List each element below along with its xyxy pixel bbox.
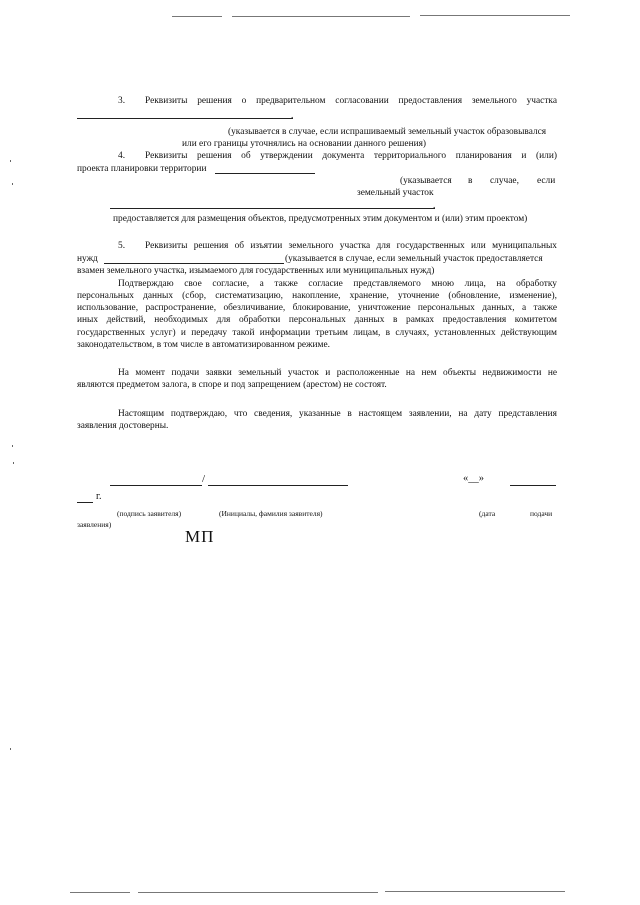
item5-line2-hint: (указывается в случае, если земельный участок предоставляется xyxy=(285,254,543,264)
item4-hint-word3: случае, xyxy=(490,176,519,186)
item3-fill-line xyxy=(77,118,293,119)
item4-hint3: предоставляется для размещения объектов, предусмотренных этим документом и (или) этим проектом) xyxy=(113,214,528,224)
item3-hint1: (указывается в случае, если испрашиваемый земельный участок образовывался xyxy=(228,127,547,137)
caption-date-1: (дата xyxy=(479,509,496,518)
item4-line2: проекта планировки территории xyxy=(77,164,207,174)
item5-title: Реквизиты решения об изъятии земельного участка для государственных или муниципальных xyxy=(145,241,557,251)
confirm-line-1: Настоящим подтверждаю, что сведения, указанные в настоящем заявлении, на дату представления xyxy=(118,409,557,419)
scan-artifact-line xyxy=(172,16,222,17)
scan-artifact-dot xyxy=(13,462,14,464)
item5-number: 5. xyxy=(118,241,126,251)
scan-artifact-line xyxy=(138,892,378,893)
pledge-line-1: На момент подачи заявки земельный участок и расположенные на нем объекты недвижимости не xyxy=(118,368,557,378)
scan-artifact-dot xyxy=(12,445,13,447)
item3-line-end: . xyxy=(291,111,294,121)
scan-artifact-line xyxy=(232,16,410,17)
scan-artifact-line xyxy=(70,892,130,893)
item4-hint-word2: в xyxy=(468,176,473,186)
item5-fill-line xyxy=(104,263,284,264)
item4-line-end: . xyxy=(433,201,436,211)
item4-hint-word4: если xyxy=(537,176,556,186)
item4-hint2: земельный участок xyxy=(357,188,434,198)
scan-artifact-dot xyxy=(12,183,13,185)
caption-name: (Инициалы, фамилия заявителя) xyxy=(219,509,323,518)
year-suffix: г. xyxy=(96,491,102,502)
item4-fill-line xyxy=(215,173,315,174)
date-month-line xyxy=(510,485,556,486)
consent-line-3: использование, распространение, обезличивание, блокирование, уничтожение персональных данных, а также xyxy=(77,303,557,313)
consent-line-6: законодательством, в том числе в автоматизированном режиме. xyxy=(77,340,330,350)
consent-line-4: иных действий, необходимых для обработки персональных данных в рамках предоставления комитетом xyxy=(77,315,557,325)
caption-signature: (подпись заявителя) xyxy=(117,509,182,518)
scan-artifact-line xyxy=(385,891,565,892)
item3-number: 3. xyxy=(118,96,126,106)
date-day-quotes: «__» xyxy=(463,473,484,484)
item4-title: Реквизиты решения об утверждении документа территориального планирования и (или) xyxy=(145,151,557,161)
consent-line-5: государственных услуг) и передачу такой информации третьим лицам, в случаях, установленных действующим xyxy=(77,328,557,338)
item5-line2-prefix: нужд xyxy=(77,254,98,264)
item4-fill-line-2 xyxy=(110,208,435,209)
stamp-place-label: МП xyxy=(185,527,215,546)
item3-title: Реквизиты решения о предварительном согласовании предоставления земельного участка xyxy=(145,96,557,106)
signature-line xyxy=(110,485,202,486)
signature-slash: / xyxy=(202,473,206,485)
consent-line-1: Подтверждаю свое согласие, а также согласие представляемого мною лица, на обработку xyxy=(118,279,557,289)
item4-hint-word1: (указывается xyxy=(400,176,452,186)
item4-number: 4. xyxy=(118,151,126,161)
scan-artifact-dot xyxy=(10,160,11,162)
item3-hint2: или его границы уточнялись на основании данного решения) xyxy=(182,139,427,149)
scan-artifact-line xyxy=(420,15,570,16)
consent-line-2: персональных данных (сбор, систематизацию, накопление, хранение, уточнение (обновление, изменение), xyxy=(77,291,557,301)
year-line xyxy=(77,502,93,503)
scan-artifact-dot xyxy=(10,748,11,750)
confirm-line-2: заявления достоверны. xyxy=(77,421,169,431)
caption-date-2: подачи xyxy=(530,509,553,518)
item5-line3: взамен земельного участка, изымаемого для государственных или муниципальных нужд) xyxy=(77,266,435,276)
caption-date-3: заявления) xyxy=(77,520,112,529)
pledge-line-2: являются предметом залога, в споре и под запрещением (арестом) не состоят. xyxy=(77,380,387,390)
name-line xyxy=(208,485,348,486)
